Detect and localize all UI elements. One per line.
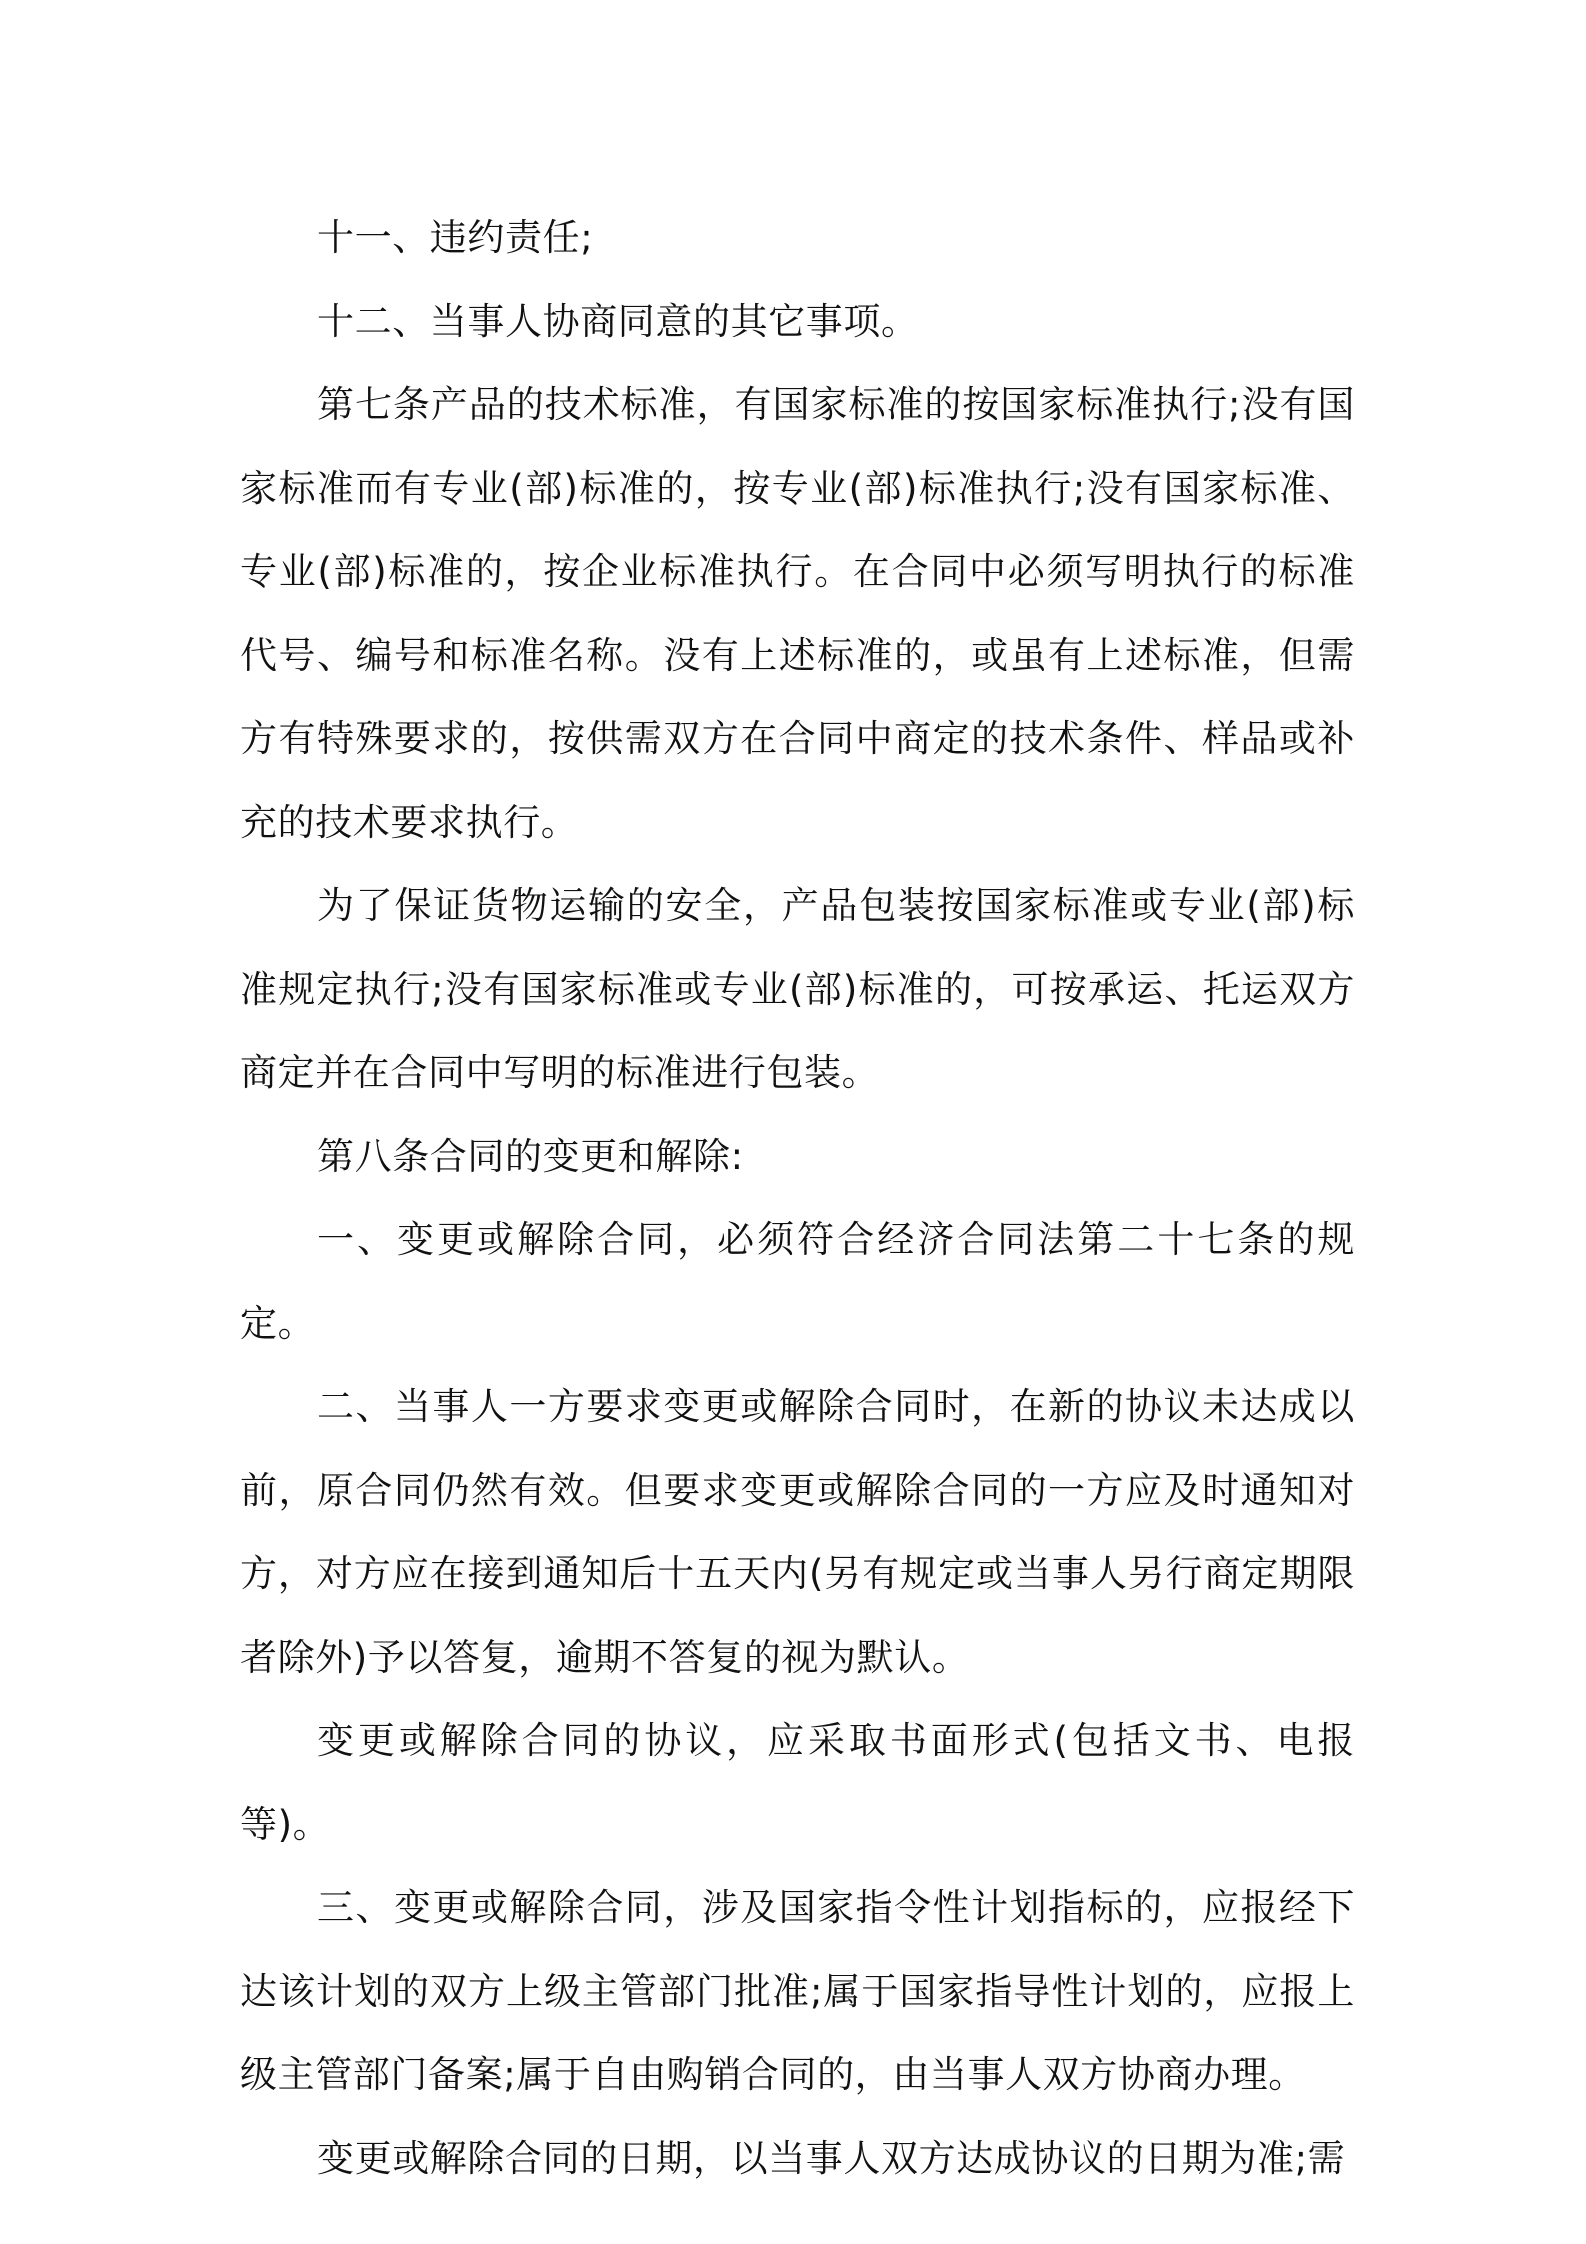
paragraph-clause-3: 三、变更或解除合同，涉及国家指令性计划指标的，应报经下达该计划的双方上级主管部门批准;属于国家指导性计划的，应报上级主管部门备案;属于自由购销合同的，由当事人双方协商办理。 bbox=[240, 1886, 1355, 2096]
paragraph-packaging-standards: 为了保证货物运输的安全，产品包装按国家标准或专业(部)标准规定执行;没有国家标准或专业(部)标准的，可按承运、托运双方商定并在合同中写明的标准进行包装。 bbox=[240, 884, 1355, 1094]
paragraph-clause-2: 二、当事人一方要求变更或解除合同时，在新的协议未达成以前，原合同仍然有效。但要求变更或解除合同的一方应及时通知对方，对方应在接到通知后十五天内(另有规定或当事人另行商定期限者除外)予以答复，逾期不答复的视为默认。 bbox=[240, 1385, 1355, 1679]
paragraph-other-matters: 十二、当事人协商同意的其它事项。 bbox=[317, 299, 919, 343]
paragraph-written-form: 变更或解除合同的协议，应采取书面形式(包括文书、电报等)。 bbox=[240, 1719, 1355, 1846]
paragraph-breach-liability: 十一、违约责任; bbox=[317, 216, 594, 259]
paragraph-clause-1: 一、变更或解除合同，必须符合经济合同法第二十七条的规定。 bbox=[240, 1218, 1355, 1345]
paragraph-change-date: 变更或解除合同的日期，以当事人双方达成协议的日期为准;需 bbox=[317, 2136, 1346, 2180]
document-body bbox=[240, 196, 1355, 2200]
paragraph-article-8-heading: 第八条合同的变更和解除: bbox=[317, 1134, 744, 1178]
paragraph-article-7-technical-standards: 第七条产品的技术标准，有国家标准的按国家标准执行;没有国家标准而有专业(部)标准的，按专业(部)标准执行;没有国家标准、专业(部)标准的，按企业标准执行。在合同中必须写明执行的标准代号、编号和标准名称。没有上述标准的，或虽有上述标准，但需方有特殊要求的，按供需双方在合同中商定的技术条件、样品或补充的技术要求执行。 bbox=[240, 383, 1355, 844]
